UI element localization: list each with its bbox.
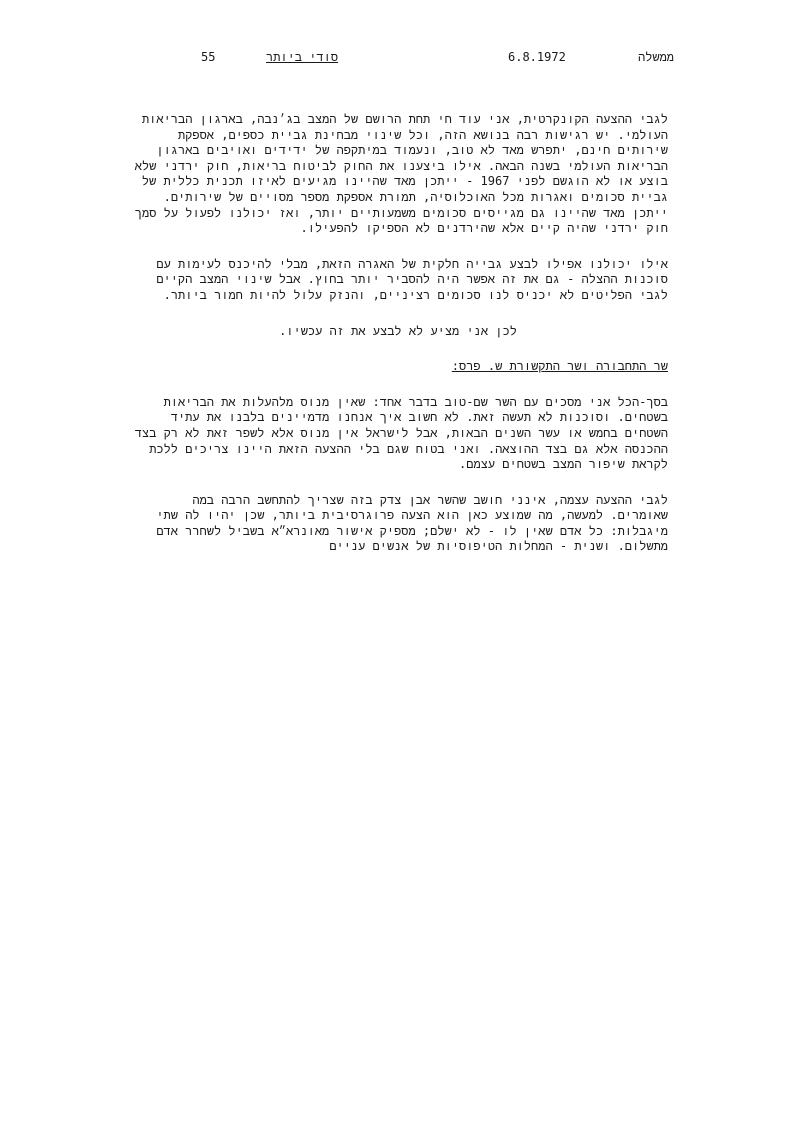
paragraph: בסך-הכל אני מסכים עם השר שם-טוב בדבר אחד: שאין מנוס מלהעלות את הבריאות בשטחים. וסוכנות לא תעשה זאת. לא חשוב איך אנחנו מדמיינים בלבנו את עתיד השטחים בחמש או עשר השנים הבאות, אבל לישראל אין מנוס אלא לשפר זאת לא רק בצד ההכנסה אלא גם בצד ההוצאה. ואני בטוח שגם בלי ההצעה הזאת היינו צריכים ללכת לקראת שיפור המצב בשטחים עצמם. — [134, 394, 668, 472]
classification-label: סודי ביותר — [266, 50, 339, 64]
page-header — [0, 50, 800, 66]
page-number: 55 — [201, 50, 216, 64]
document-date: 6.8.1972 — [508, 50, 566, 64]
paragraph: לגבי ההצעה עצמה, אינני חושב שהשר אבן צדק בזה שצריך להתחשב הרבה במה שאומרים. למעשה, מה שמוצע כאן הוא הצעה פרוגרסיבית ביותר, שכן יהיו לה שתי מיגבלות: כל אדם שאין לו - לא ישלם; מספיק אישור מאונרא״א בשביל לשחרר אדם מתשלום. ושנית - המחלות הטיפוסיות של אנשים עניים — [156, 492, 668, 554]
conclusion-line: לכן אני מציע לא לבצע את זה עכשיו. — [279, 323, 517, 338]
paragraph: אילו יכולנו אפילו לבצע גבייה חלקית של האגרה הזאת, מבלי להיכנס לעימות עם סוכנות ההצלה - גם את זה אפשר היה להסביר יותר בחוץ. אבל שינוי המצב הקיים לגבי הפליטים לא יכניס לנו סכומים רציניים, והנזק עלול להיות חמור ביותר. — [156, 256, 668, 302]
document-body — [128, 112, 668, 575]
speaker-heading: שר התחבורה ושר התקשורת ש. פרס: — [451, 359, 668, 374]
paragraph: לגבי ההצעה הקונקרטית, אני עוד חי תחת הרושם של המצב בג׳נבה, בארגון הבריאות העולמי. יש רגישות רבה בנושא הזה, וכל שינוי מבחינת גביית כספים, אספקת שירותים חינם, יתפרש מאד לא טוב, ונעמוד במיתקפה של ידידים ואויבים בארגון הבריאות העולמי בשנה הבאה. אילו ביצענו את החוק לביטוח בריאות, חוק ירדני שלא בוצע או לא הוגשם לפני 1967 - ייתכן מאד שהיינו מגיעים לאיזו תכנית כללית של גביית סכומים ואגרות מכל האוכלוסיה, תמורת אספקת מספר מסויים של שירותים. ייתכן מאד שהיינו גם מגייסים סכומים משמעותיים יותר, ואז יכולנו לפעול על סמך חוק ירדני שהיה קיים אלא שהירדנים לא הספיקו להפעילו. — [134, 112, 668, 236]
document-title: ממשלה — [638, 50, 675, 64]
